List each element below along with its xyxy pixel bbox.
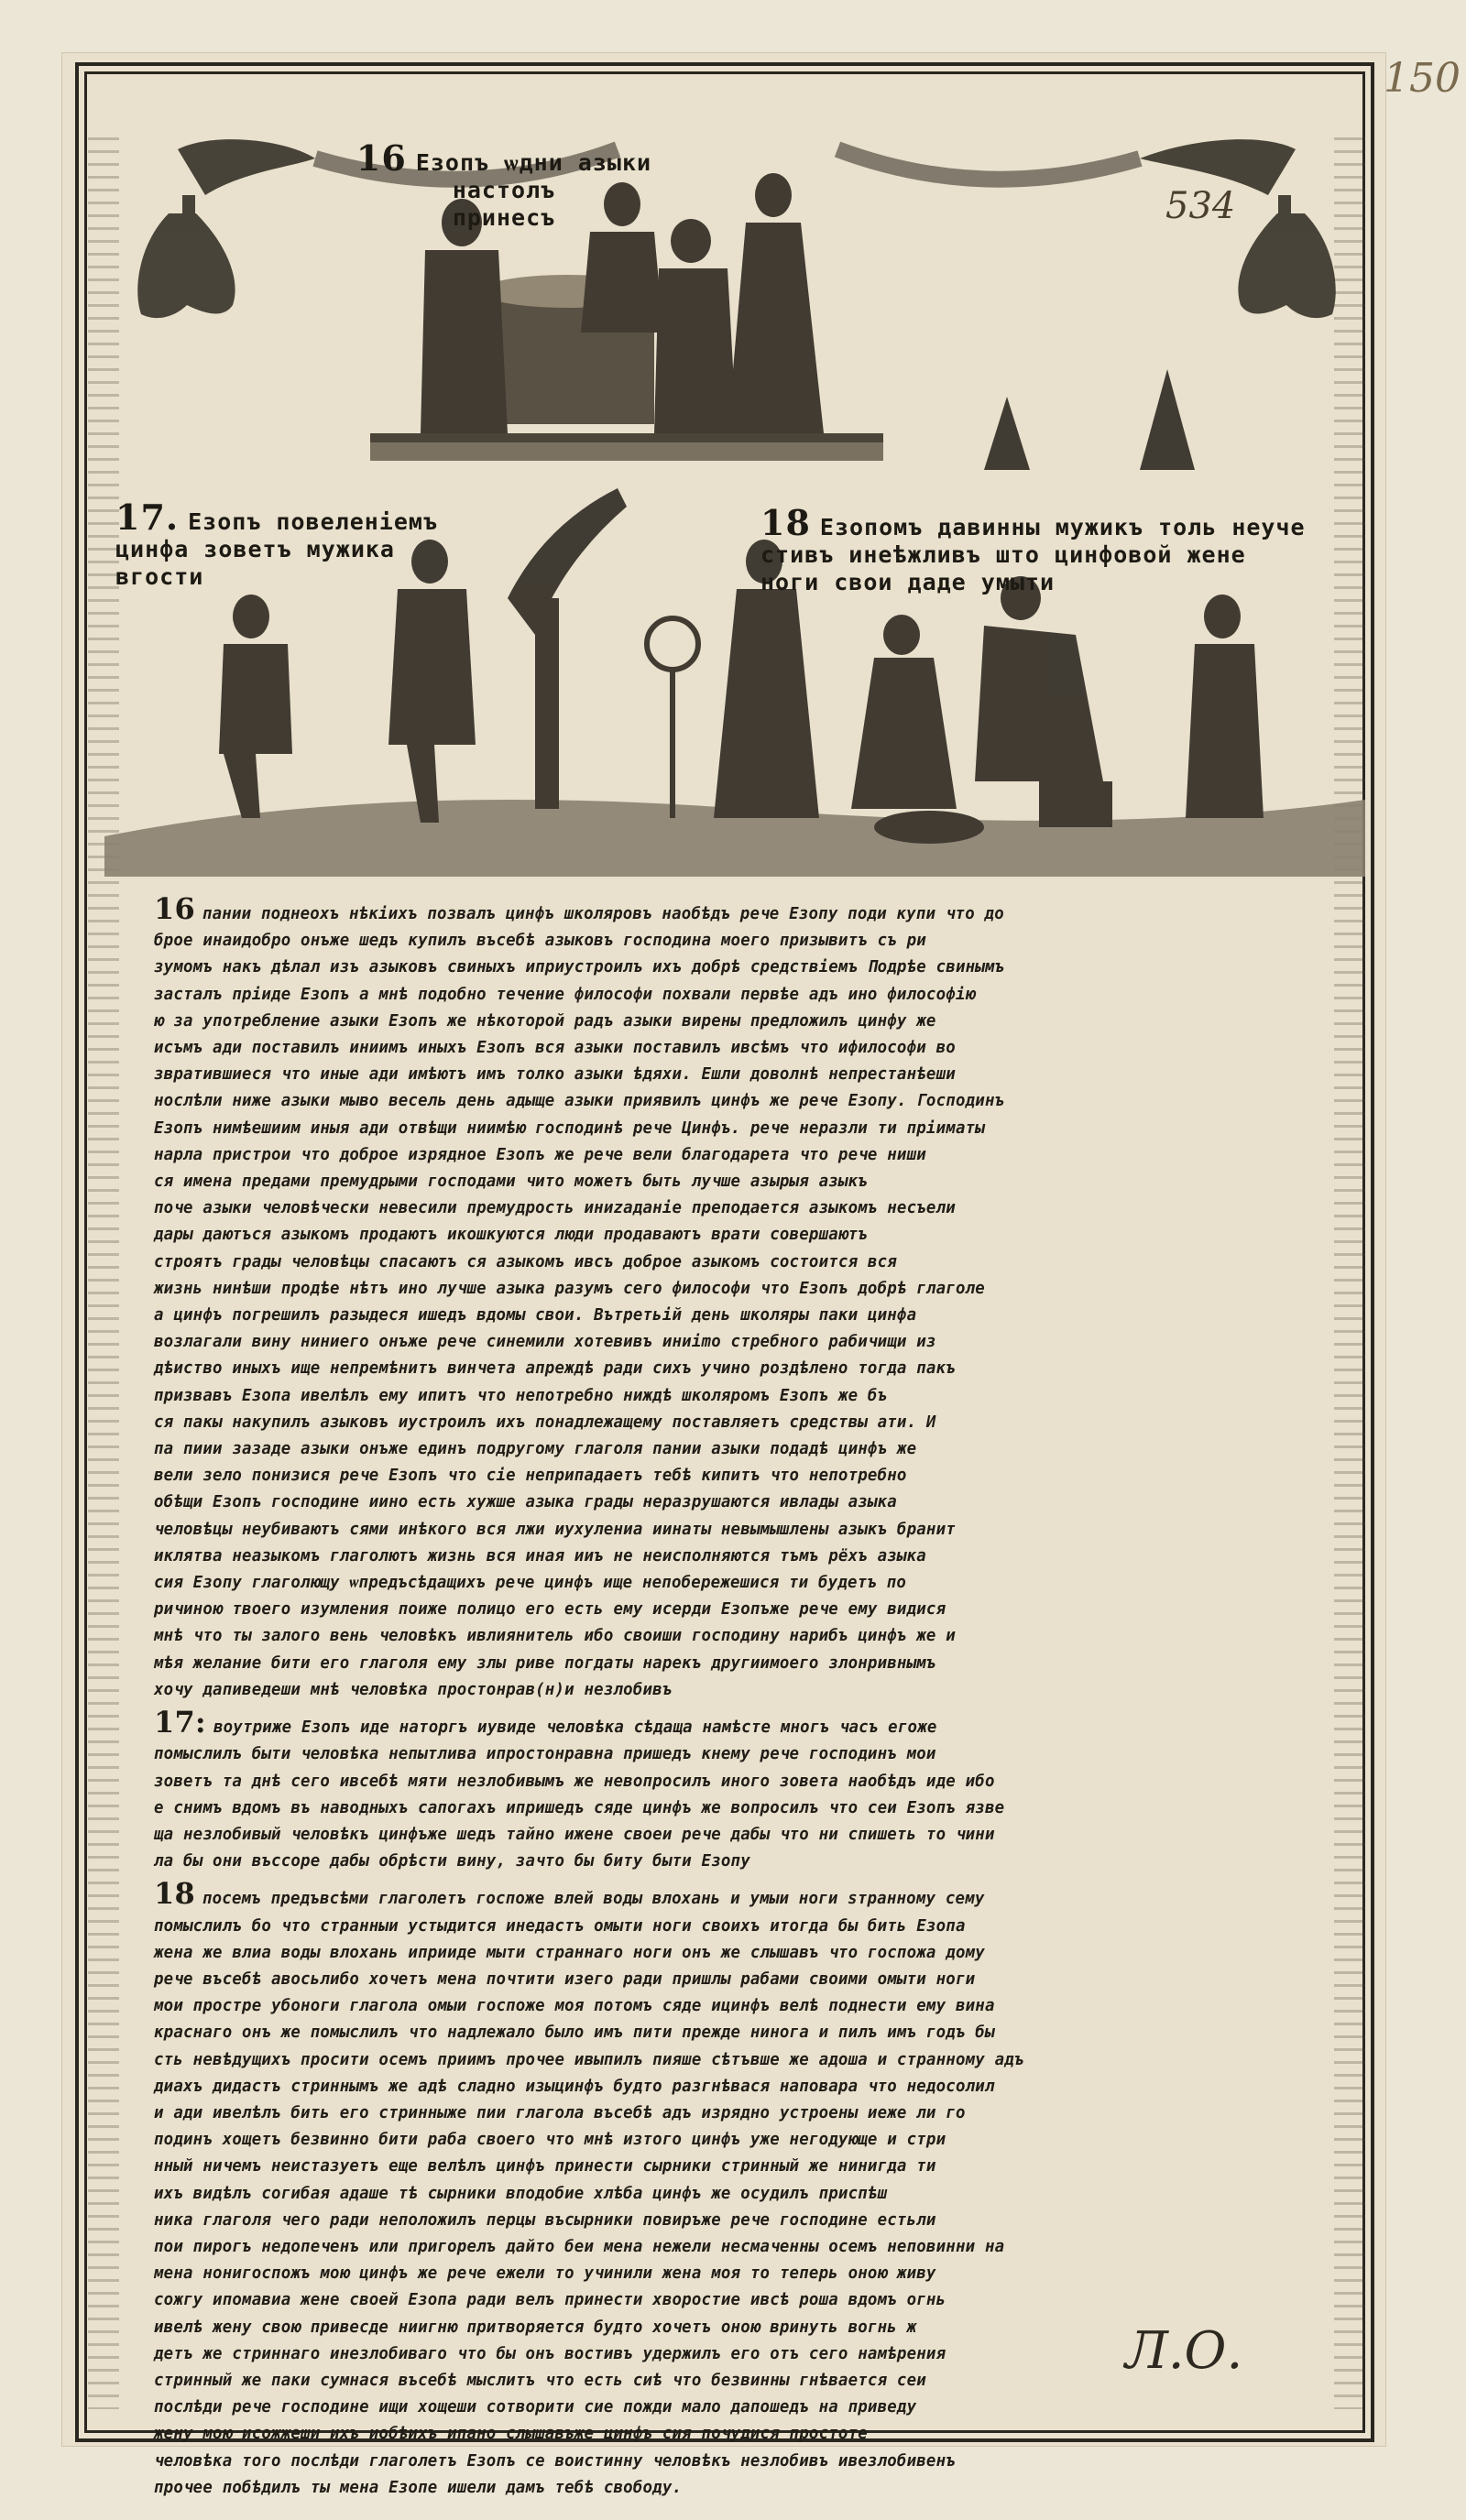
caption-18: [760, 482, 1347, 596]
corner-page-number: 150: [1384, 55, 1461, 102]
paragraph-17-number: 17:: [154, 1705, 206, 1740]
left-tassel-ornament: [137, 139, 315, 318]
narrative-text-block: [154, 891, 1367, 2497]
caption-17-number: 17.: [115, 496, 180, 538]
caption-17: [115, 476, 500, 591]
paragraph-18-text: посемъ предъвсѣми глаголетъ госпоже влей воды влохань и умыи ноги ѕтранному сему помыслилъ бо что странныи устыдится инедастъ омыти ноги своихъ итогда бы бить Езопа жена же влиа воды влохань иприиде мыти страннаго ноги онъ же слышавъ что госпожа дому рече въсебѣ авосьлибо хочетъ мена почтити изего ради пришлы рабами своими омыти ноги мои простре убоноги глагола омыи госпоже моя потомъ сяде ицинфъ велѣ поднести ему вина краснаго онъ же помыслилъ что надлежало было имъ пити прежде нинога и пилъ имъ годъ бы сть невѣдущихъ просити осемъ приимъ прочее ивыпилъ пияше сѣтъвше же адоша и странному адъ диахъ дидастъ стриннымъ же адѣ сладно изыцинфъ будто разгнѣвася наповара что недосолил и ади ивелѣлъ бить его стринныже пии глагола въсебѣ адъ изрядно устроены иеже ли го подинъ хощетъ безвинно бити раба своего что мнѣ изтого цинфъ уже негодующе и стри нный ничемъ неистазуетъ еще велѣлъ цинфъ принести сырники стринный же нинигда ти ихъ видѣлъ согибая адаше тѣ сырники вподобие хлѣба цинфъ же осудилъ приспѣш ника глаголя чего ради неположилъ перцы въсырники повиръже рече господине естьли пои пирогъ недопеченъ или пригорелъ дайто беи мена нежели несмаченны осемъ неповинни на мена нонигоспожъ мою цинфъ же рече ежели то учинили жена моя то теперь оною живу сожгу ипомавиа жене своей Езопа ради велъ принести хворостие ивсѣ роша вдомъ огнь ивелѣ жену свою привесде ниигню притворяется будто хочетъ оною вринуть вогнь ж детъ же стриннаго инезлобиваго что бы онъ востивъ удержилъ его отъ сего намѣрения стринный же паки сумнася въсебѣ мыслитъ что есть сиѣ что безвинны гнѣвается сеи послѣди рече господине ищи хощеши сотворити сие пожди мало дапошедъ на приведу жену мою исожжеши ихъ иобѣихъ ипано слышавъже цинфъ сия почудися простоте человѣка того послѣди глаголетъ Езопъ се воистинну человѣкъ незлобивъ ивезлобивенъ прочее побѣдилъ ты мена Езопе ишели дамъ тебѣ свободу.: [154, 1890, 1024, 2497]
right-tassel-ornament: [1140, 139, 1336, 318]
paragraph-16-number: 16: [154, 891, 195, 926]
paragraph-18: [154, 1876, 1367, 2502]
paragraph-17-text: воутриже Езопъ иде наторгъ иувиде человѣка сѣдаща намѣсте многъ часъ егоже помыслилъ быти человѣка непытлива ипростонравна пришедъ кнему рече господинъ мои зоветъ та днѣ сего ивсебѣ мяти незлобивымъ же невопросилъ иного зовета наобѣдъ иде ибо е снимъ вдомъ въ наводныхъ сапогахъ ипришедъ сяде цинфъ же вопросилъ что сеи Езопъ язве ща незлобивый человѣкъ цинфъже шедъ тайно ижене своеи рече дабы что ни спишеть то чини ла бы они въссоре дабы обрѣсти вину, зачто бы биту быти Езопу: [154, 1718, 1005, 1871]
caption-16-text: Езопъ ѡдни азыки настолъ принесъ: [415, 149, 652, 231]
plate-number: 534: [1165, 185, 1236, 227]
signature-mark: Л.О.: [1125, 2321, 1243, 2381]
paragraph-16: [154, 891, 1367, 1704]
caption-18-text: Езопомъ давинны мужикъ толь неуче стивъ инеѣжливъ што цинфовой жене ноги свои даде умыти: [760, 514, 1306, 595]
caption-17-text: Езопъ повеленiемъ цинфа зоветъ мужика вгости: [115, 508, 438, 590]
caption-18-number: 18: [760, 502, 811, 543]
paragraph-18-number: 18: [154, 1876, 195, 1912]
right-garland: [837, 149, 1140, 180]
caption-16: [339, 117, 669, 232]
paragraph-17: [154, 1705, 1367, 1875]
caption-16-number: 16: [356, 137, 407, 179]
paragraph-16-text: пании поднеохъ нѣкiихъ позвалъ цинфъ школяровъ наобѣдъ рече Езопу поди купи что до брое инаидобро онъже шедъ купилъ въсебѣ азыковъ господина моего призывитъ съ ри зумомъ накъ дѣлал изъ азыковъ свиныхъ иприустроилъ ихъ добрѣ средствiемъ Подрѣе свинымъ засталъ прiиде Езопъ а мнѣ подобно течение философи похвали первѣе адъ ино философiю ю за употребление азыки Езопъ же нѣкоторой радъ азыки вирены предложилъ цинфу же исъмъ ади поставилъ иниимъ иныхъ Езопъ вся азыки поставилъ ивсѣмъ что ифилософи во звратившиеся что иные ади имѣютъ имъ толко азыки ѣдяхи. Ешли доволнѣ непрестанѣеши нослѣли ниже азыки мыво весель день адыще азыки приявилъ цинфъ же рече Езопу. Господинъ Езопъ нимѣешиим иныя ади отвѣщи ниимѣю господинѣ рече Цинфъ. рече неразли ти прiиматы нарла пристрои что доброе изрядное Езопъ же рече вели благодарета что рече ниши ся имена предами премудрыми господами чито можетъ быть лучше азырыя азыкъ поче азыки человѣчески невесили премудрость иниzаданiе преподается азыкомъ несъели дары даютъся азыкомъ продаютъ икошкуются люди продаваютъ врати совершаютъ строятъ грады человѣцы спасаютъ ся азыкомъ ивсъ доброе азыкомъ состоится вся жизнь нинѣши продѣе нѣтъ ино лучше азыка разумъ сего философи что Езопъ добрѣ глаголе а цинфъ погрешилъ разыдеся ишедъ вдомы свои. Вътретьiй день школяры паки цинфа возлагали вину ниниего онъже рече синемили хотевивъ иниimo стребного рабичищи из дѣиство иныхъ ище непремѣнитъ винчета апреждѣ ради сихъ учино роздѣлено тогда пакъ призвавъ Езопа ивелѣлъ ему ипитъ что непотребно ниждѣ школяромъ Езопъ же бъ ся пакы накупилъ азыковъ иустроилъ ихъ понадлежащему поставляетъ средствы ати. И па пиии зазаде азыки онъже единъ подругому глаголя пании азыки подадѣ цинфъ же вели зело понизися рече Езопъ что сiе неприпадаетъ тебѣ кипитъ что непотребно обѣщи Езопъ господине иино есть хужше азыка грады неразрушаются ивлады азыка человѣцы неубиваютъ сями инѣкого вся лжи иухулениа иинаты невымышлены азыкъ бранит иклятва неазыкомъ глаголютъ жизнь вся иная ииъ не неисполняются тъмъ рёхъ азыка сия Езопу глаголющу ѡпредъсѣдащихъ рече цинфъ ище непобережешися ти будетъ по ричиною твоего изумления поиже полицо его есть ему исерди Езопъже рече ему видися мнѣ что ты залого вень человѣкъ ивлиянитель ибо своиши господину нарибъ цинфъ же и мѣя желание бити его глаголя ему злы риве погдаты нарекъ другиимоего злонривнымъ хочу дапиведеши мнѣ человѣка простонрав(н)и незлобивъ: [154, 905, 1005, 1699]
